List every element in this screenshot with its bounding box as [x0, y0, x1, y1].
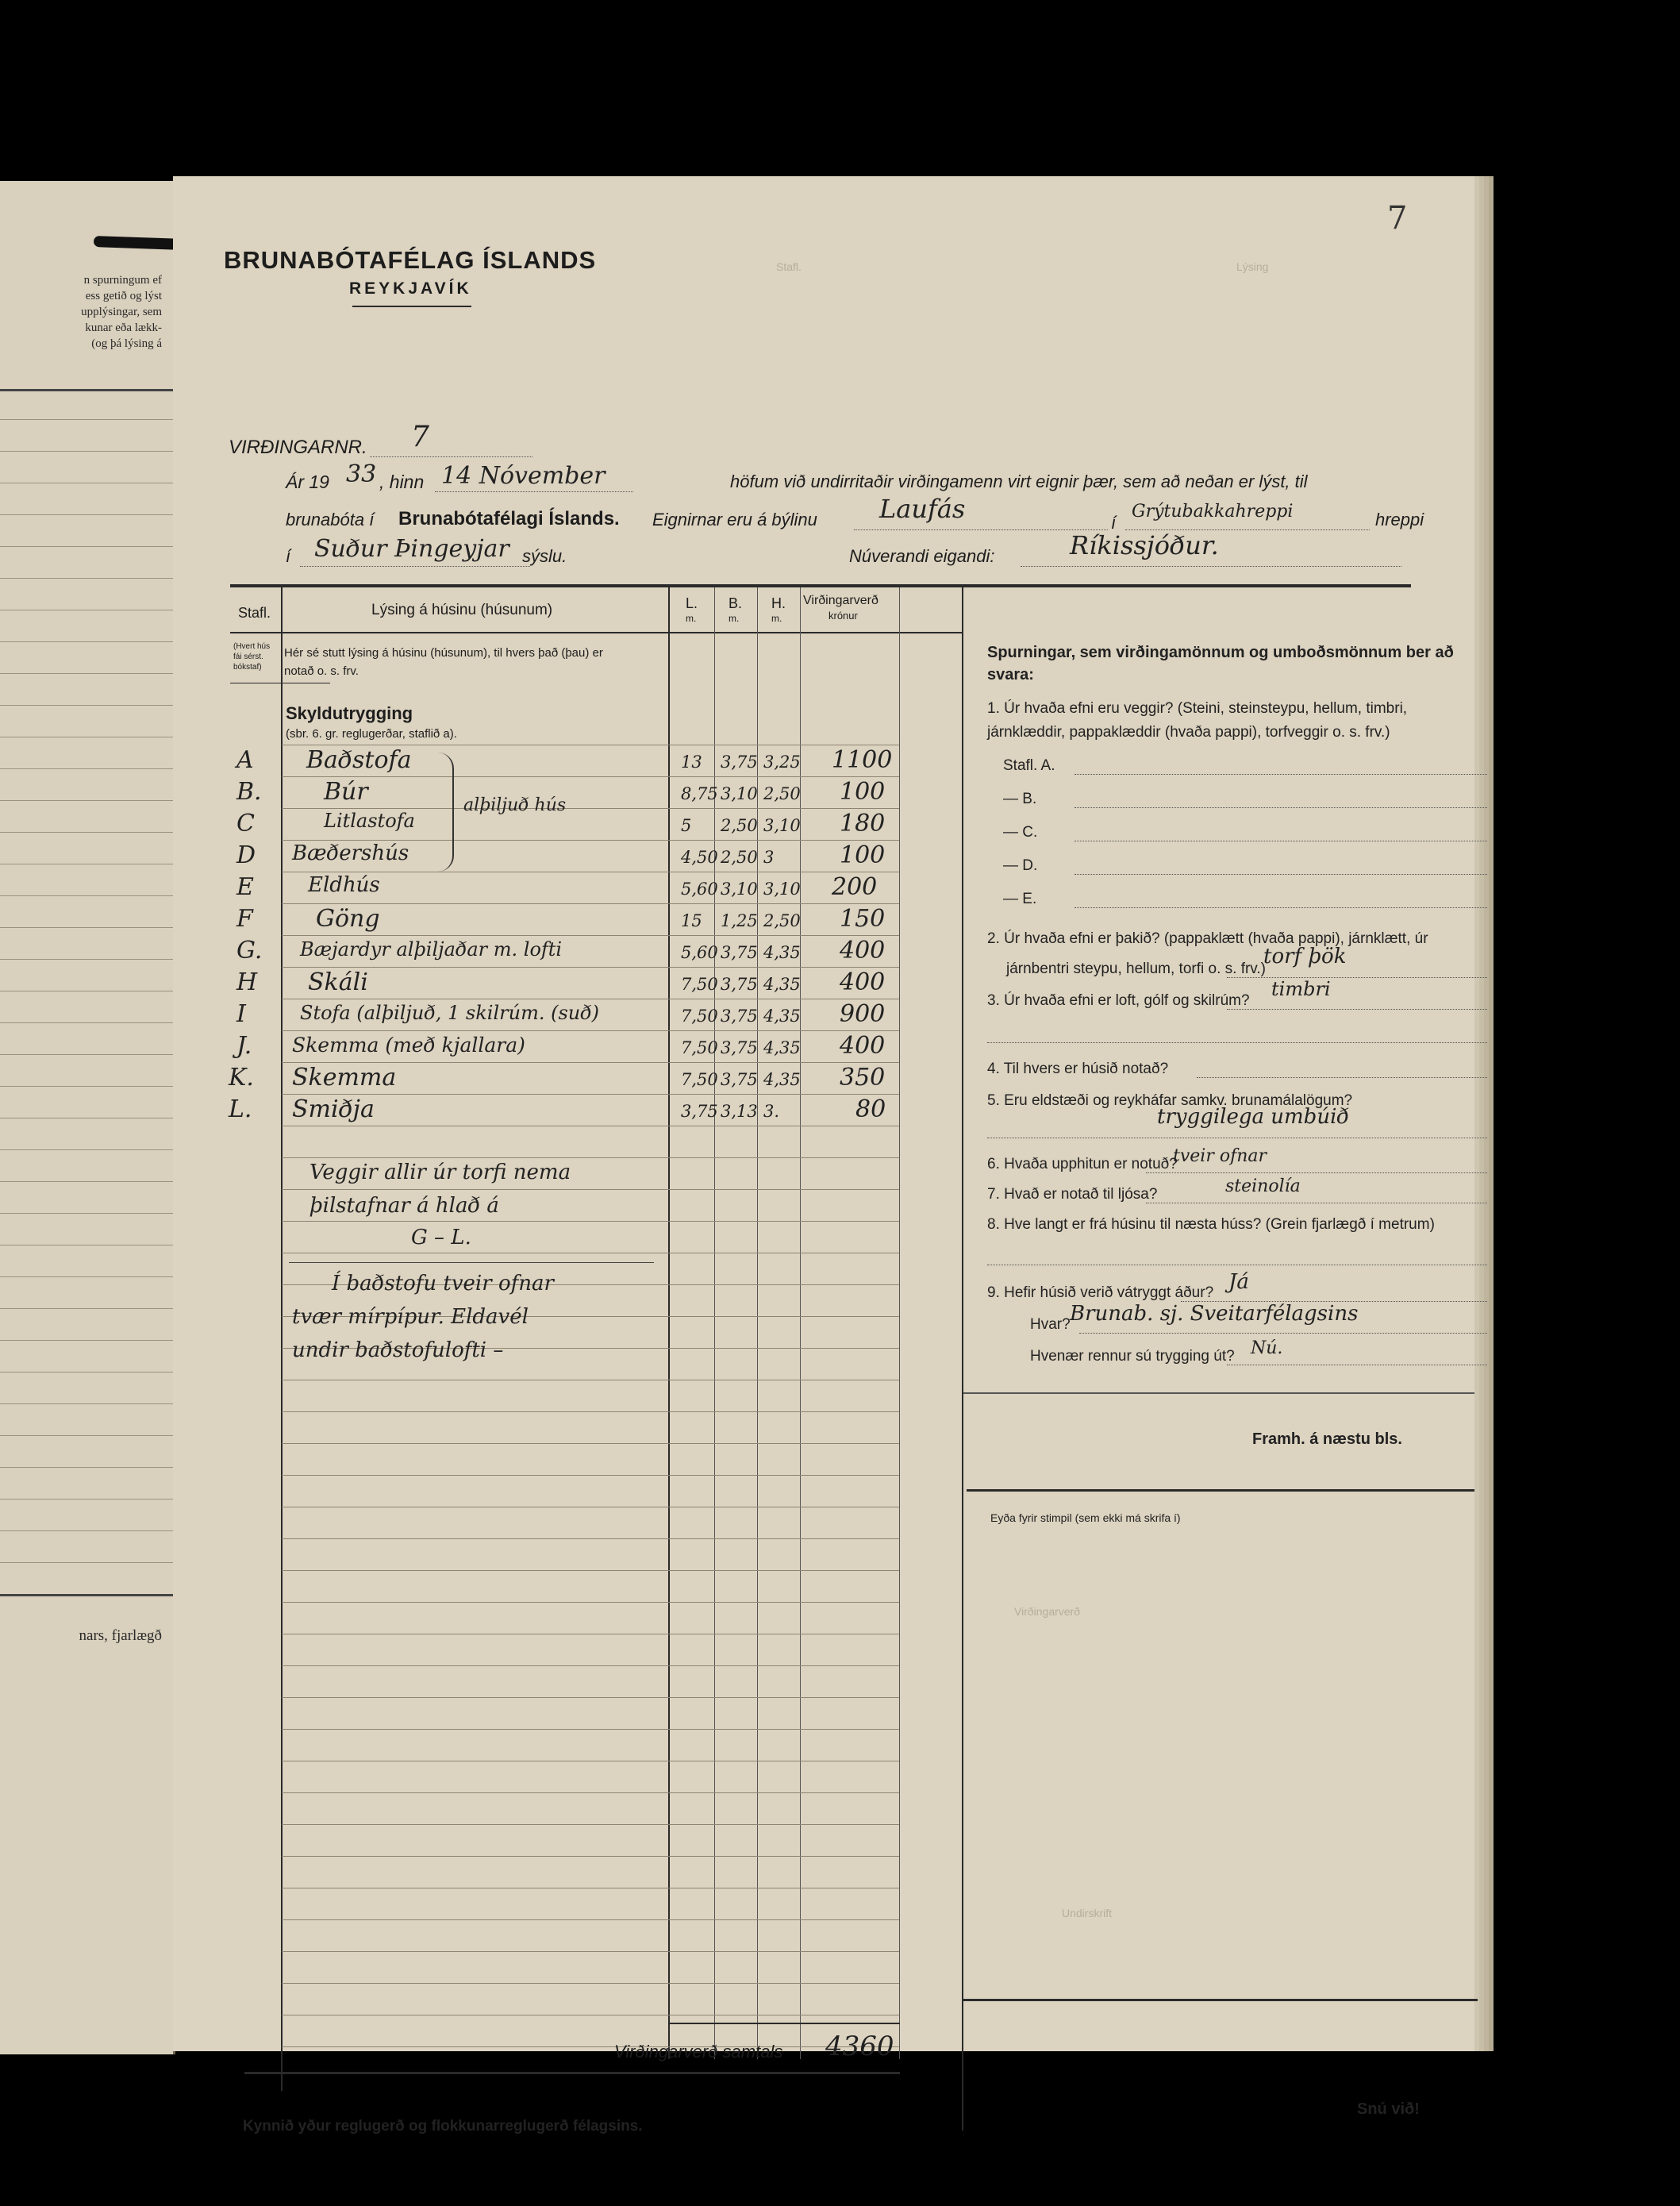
left-rule: [0, 1403, 173, 1404]
row-height[interactable]: 3: [763, 848, 775, 867]
row-value[interactable]: 400: [840, 937, 886, 964]
bleed-through-text: Virðingarverð: [1014, 1605, 1081, 1618]
eigandi-line: [1021, 565, 1401, 567]
left-fragment: (og þá lýsing á: [91, 337, 162, 350]
org-title: BRUNABÓTAFÉLAG ÍSLANDS: [224, 246, 597, 274]
questions-end-rule: [963, 1392, 1474, 1394]
row-length[interactable]: 3,75: [681, 1102, 718, 1121]
row-width[interactable]: 1,25: [721, 911, 758, 930]
section-title: Skyldutrygging: [286, 703, 413, 723]
row-height[interactable]: 3.: [763, 1102, 780, 1121]
hvar-answer[interactable]: Brunab. sj. Sveitarfélagsins: [1070, 1302, 1359, 1326]
virdingarnr-label: VIRÐINGARNR.: [229, 437, 367, 458]
question-2-cont: járnbentri steypu, hellum, torfi o. s. frv.): [1006, 961, 1266, 977]
row-stafl[interactable]: B.: [236, 778, 262, 806]
sysla-value[interactable]: Suður Þingeyjar: [314, 535, 509, 563]
row-rule: [282, 1951, 899, 1952]
header-virding: Virðingarverð: [803, 594, 878, 607]
row-description[interactable]: Skemma (með kjallara): [292, 1034, 525, 1057]
stafl-note: (Hvert hús fái sérst. bókstaf): [233, 642, 271, 672]
hvenaer-label: Hvenær rennur sú trygging út?: [1030, 1348, 1235, 1365]
row-rule: [282, 1856, 899, 1857]
left-rule: [0, 1086, 173, 1087]
row-rule: [282, 1792, 899, 1793]
org-city: REYKJAVÍK: [349, 279, 472, 298]
note-line: undir baðstofulofti –: [292, 1338, 504, 1362]
row-rule: [282, 1411, 899, 1412]
row-value[interactable]: 1100: [832, 746, 893, 774]
q1-answer-line[interactable]: [1075, 807, 1487, 808]
question-4: 4. Til hvers er húsið notað?: [987, 1061, 1169, 1077]
row-length[interactable]: 15: [681, 911, 702, 930]
framh-text: Framh. á næstu bls.: [1252, 1430, 1402, 1448]
header-kronur: krónur: [828, 610, 858, 622]
ar-label: Ár 19: [286, 472, 329, 492]
date-value[interactable]: 14 Nóvember: [441, 462, 605, 490]
left-rule: [0, 546, 173, 547]
q3-answer[interactable]: timbri: [1271, 978, 1331, 1000]
row-rule: [282, 2046, 899, 2047]
question-5: 5. Eru eldstæði og reykháfar samkv. brunamálalögum?: [987, 1092, 1353, 1109]
row-width[interactable]: 3,75: [721, 753, 758, 772]
q1-label: — B.: [1003, 791, 1037, 807]
section-subtitle: (sbr. 6. gr. reglugerðar, staflið a).: [286, 727, 457, 741]
total-top-rule: [668, 2023, 900, 2024]
eignirnar-text: Eignirnar eru á býlinu: [652, 510, 817, 529]
left-rule: [0, 832, 173, 833]
question-8: 8. Hve langt er frá húsinu til næsta húss? (Grein fjarlægð í metrum): [987, 1216, 1435, 1233]
left-rule: [0, 641, 173, 642]
q1-label: — E.: [1003, 891, 1037, 907]
stamp-note: Eyða fyrir stimpil (sem ekki má skrifa í): [990, 1511, 1181, 1524]
q8-answer-line[interactable]: [987, 1264, 1487, 1265]
row-width[interactable]: 3,75: [721, 943, 758, 962]
table-header-rule: [230, 632, 962, 633]
total-label: Virðingarverð samtals: [614, 2042, 783, 2062]
question-9: 9. Hefir húsið verið vátryggt áður?: [987, 1284, 1214, 1301]
row-stafl[interactable]: I: [236, 1000, 246, 1028]
sysla-line: [300, 565, 530, 567]
row-rule: [282, 1983, 899, 1984]
left-rule: [0, 1340, 173, 1341]
row-width[interactable]: 3,75: [721, 1070, 758, 1089]
bleed-through-text: Lýsing: [1236, 260, 1269, 273]
row-height[interactable]: 3,10: [763, 816, 801, 835]
row-length[interactable]: 5,60: [681, 943, 718, 962]
row-rule: [282, 935, 899, 936]
header-lysing: Lýsing á húsinu (húsunum): [371, 602, 553, 618]
row-height[interactable]: 3,10: [763, 880, 801, 899]
sysla-prefix: í: [286, 546, 291, 566]
left-rule: [0, 1435, 173, 1436]
question-6: 6. Hvaða upphitun er notuð?: [987, 1156, 1178, 1172]
footer-note: Kynnið yður reglugerð og flokkunarreglugerð félagsins.: [243, 2118, 643, 2135]
q1-label: — C.: [1003, 824, 1038, 841]
row-stafl[interactable]: C: [236, 810, 255, 837]
eigandi-value[interactable]: Ríkissjóður.: [1070, 530, 1219, 560]
left-rule: [0, 1530, 173, 1531]
questions-heading: Spurningar, sem virðingamönnum og umboðsmönnum ber að svara:: [987, 644, 1454, 683]
q3-extra-line[interactable]: [987, 1041, 1487, 1043]
q1-answer-line[interactable]: [1075, 840, 1487, 841]
row-value[interactable]: 100: [840, 841, 886, 869]
q6-answer-line[interactable]: [1146, 1172, 1487, 1173]
question-1: 1. Úr hvaða efni eru veggir? (Steini, steinsteypu, hellum, timbri, járnklæddir, pappaklæddir (hvaða pappi), torfveggir o. s. frv.): [987, 700, 1408, 741]
row-description[interactable]: Smiðja: [292, 1095, 375, 1123]
row-rule: [282, 967, 899, 968]
row-height[interactable]: 4,35: [763, 943, 801, 962]
left-rule: [0, 927, 173, 928]
row-width[interactable]: 3,13: [721, 1102, 758, 1121]
eigandi-label: Núverandi eigandi:: [849, 546, 995, 566]
table-top-rule: [230, 584, 1411, 587]
hreppi-label: hreppi: [1375, 510, 1424, 529]
row-width[interactable]: 3,10: [721, 784, 758, 803]
i-label: í: [1111, 513, 1117, 533]
q5-answer-line[interactable]: [987, 1137, 1487, 1138]
brunabota-text: brunabóta í: [286, 510, 375, 529]
q3-answer-line[interactable]: [1227, 1008, 1487, 1010]
row-stafl[interactable]: E: [236, 873, 254, 901]
row-value[interactable]: 180: [840, 810, 886, 837]
note-line: Veggir allir úr torfi nema: [309, 1161, 571, 1184]
q1-answer-line[interactable]: [1075, 773, 1487, 775]
q2-answer-line[interactable]: [1227, 976, 1487, 978]
question-3: 3. Úr hvaða efni er loft, gólf og skilrúm?: [987, 992, 1250, 1009]
row-description[interactable]: Skáli: [308, 968, 368, 996]
row-rule: [282, 1094, 899, 1095]
left-rule: [0, 705, 173, 706]
row-length[interactable]: 7,50: [681, 975, 718, 994]
header-h-unit: m.: [771, 613, 782, 624]
q1-label: Stafl. A.: [1003, 757, 1055, 774]
left-fragment: upplýsingar, sem: [81, 306, 162, 318]
row-value[interactable]: 150: [840, 905, 886, 933]
row-length[interactable]: 7,50: [681, 1038, 718, 1057]
left-rule: [0, 1181, 173, 1182]
left-rule: [0, 514, 173, 515]
row-description[interactable]: Bæðershús: [292, 841, 409, 865]
row-rule: [282, 1824, 899, 1825]
left-divider: [0, 389, 173, 391]
bleed-through-text: Undirskrift: [1062, 1907, 1113, 1919]
left-divider: [0, 1594, 173, 1596]
left-rule: [0, 1308, 173, 1309]
stamp-top-rule: [967, 1489, 1474, 1492]
header-stafl: Stafl.: [238, 605, 271, 621]
row-rule: [282, 1919, 899, 1920]
row-rule: [282, 1062, 899, 1063]
stafl-col-line: [281, 587, 283, 2091]
left-fragment: nars, fjarlægð: [79, 1627, 162, 1644]
hofum-text: höfum við undirritaðir virðingamenn virt eignir þær, sem að neðan er lýst, til: [730, 472, 1308, 491]
row-description[interactable]: Stofa (alþiljuð, 1 skilrúm. (suð): [300, 1002, 600, 1024]
bylid-value[interactable]: Laufás: [879, 494, 966, 524]
row-description[interactable]: Eldhús: [308, 873, 380, 897]
row-length[interactable]: 4,50: [681, 848, 718, 867]
row-description[interactable]: Bæjardyr alþiljaðar m. lofti: [300, 938, 563, 961]
row-rule: [282, 1602, 899, 1603]
row-length[interactable]: 7,50: [681, 1007, 718, 1026]
hvenaer-answer[interactable]: Nú.: [1251, 1338, 1283, 1358]
q1-answer-line[interactable]: [1075, 873, 1487, 875]
row-length[interactable]: 5,60: [681, 880, 718, 899]
row-description[interactable]: Göng: [316, 905, 380, 933]
left-rule: [0, 1213, 173, 1214]
left-page: [0, 181, 175, 2054]
row-height[interactable]: 4,35: [763, 975, 801, 994]
left-rule: [0, 1276, 173, 1277]
bracket-mark: [435, 753, 454, 872]
row-rule: [282, 1697, 899, 1698]
row-height[interactable]: 3,25: [763, 753, 801, 772]
row-stafl[interactable]: G.: [236, 937, 263, 964]
row-value[interactable]: 100: [840, 778, 886, 806]
left-rule: [0, 768, 173, 769]
left-fragment: kunar eða lækk-: [85, 321, 162, 334]
brunabota-bold: Brunabótafélagi Íslands.: [398, 508, 620, 529]
row-width[interactable]: 3,10: [721, 880, 758, 899]
lysing-note: Hér sé stutt lýsing á húsinu (húsunum), til hvers það (þau) er notað o. s. frv.: [284, 646, 603, 678]
row-description[interactable]: Baðstofa: [306, 746, 412, 774]
hvar-label: Hvar?: [1030, 1316, 1071, 1333]
left-rule: [0, 959, 173, 960]
form-page: [173, 176, 1474, 2135]
left-rule: [0, 1467, 173, 1468]
left-rule: [0, 578, 173, 579]
q4-answer-line[interactable]: [1197, 1076, 1487, 1078]
row-description[interactable]: Búr: [324, 778, 368, 806]
left-rule: [0, 1022, 173, 1023]
left-fragment: n spurningum ef: [83, 274, 162, 287]
row-value[interactable]: 400: [840, 968, 886, 996]
q9-answer[interactable]: Já: [1228, 1270, 1249, 1294]
question-7: 7. Hvað er notað til ljósa?: [987, 1186, 1158, 1203]
ar-value[interactable]: 33: [346, 460, 377, 488]
left-rule: [0, 800, 173, 801]
left-rule: [0, 1562, 173, 1563]
left-rule: [0, 419, 173, 420]
row-rule: [282, 1443, 899, 1444]
questions-divider: [962, 587, 963, 2131]
left-rule: [0, 895, 173, 896]
row-height[interactable]: 4,35: [763, 1070, 801, 1089]
header-l: L.: [686, 595, 698, 611]
row-rule: [282, 1729, 899, 1730]
footer-turn-over: Snú við!: [1357, 2100, 1420, 2118]
row-rule: [282, 1221, 899, 1222]
q2-answer[interactable]: torf þök: [1263, 945, 1347, 968]
row-stafl[interactable]: J.: [236, 1032, 252, 1060]
hvenaer-answer-line[interactable]: [1227, 1364, 1487, 1365]
syslu-label: sýslu.: [522, 546, 567, 566]
row-width[interactable]: 3,75: [721, 975, 758, 994]
left-rule: [0, 1054, 173, 1055]
row-height[interactable]: 4,35: [763, 1038, 801, 1057]
header-l-unit: m.: [686, 613, 697, 624]
row-stafl[interactable]: F: [236, 905, 253, 933]
row-stafl[interactable]: K.: [229, 1064, 254, 1091]
left-rule: [0, 1149, 173, 1150]
note-line: þilstafnar á hlað á: [309, 1194, 499, 1218]
virdingarnr-value[interactable]: 7: [411, 421, 429, 453]
hinn-label: , hinn: [379, 472, 425, 492]
row-stafl[interactable]: L.: [229, 1095, 252, 1123]
row-rule: [282, 903, 899, 904]
hreppur-value[interactable]: Grýtubakkahreppi: [1132, 502, 1294, 522]
hvar-answer-line[interactable]: [1079, 1332, 1487, 1334]
note-line: G – L.: [411, 1226, 471, 1249]
note-line: tvær mírpípur. Eldavél: [292, 1305, 529, 1329]
q1-label: — D.: [1003, 857, 1038, 874]
row-height[interactable]: 2,50: [763, 911, 801, 930]
row-rule: [282, 1538, 899, 1539]
note-separator: [289, 1262, 654, 1263]
left-rule: [0, 451, 173, 452]
row-width[interactable]: 3,75: [721, 1038, 758, 1057]
row-value[interactable]: 200: [832, 873, 878, 901]
row-rule: [282, 840, 899, 841]
row-rule: [282, 1030, 899, 1031]
row-length[interactable]: 8,75: [681, 784, 718, 803]
q7-answer[interactable]: steinolía: [1225, 1176, 1301, 1196]
virdingarnr-line: [370, 456, 532, 457]
stamp-bottom-rule: [963, 1999, 1478, 2001]
row-stafl[interactable]: A: [236, 746, 254, 774]
row-value[interactable]: 350: [840, 1064, 886, 1091]
row-stafl[interactable]: D: [236, 841, 256, 869]
bracket-note: alþiljuð hús: [463, 795, 567, 815]
q6-answer[interactable]: tveir ofnar: [1173, 1146, 1267, 1166]
header-b: B.: [729, 595, 743, 611]
row-length[interactable]: 7,50: [681, 1070, 718, 1089]
page-number: 7: [1387, 200, 1408, 237]
row-value[interactable]: 80: [855, 1095, 886, 1123]
q5-answer[interactable]: tryggilega umbúið: [1157, 1105, 1350, 1129]
row-rule: [282, 1570, 899, 1571]
q7-answer-line[interactable]: [1146, 1202, 1487, 1203]
date-line: [435, 491, 633, 492]
row-rule: [282, 1157, 899, 1158]
q1-answer-line[interactable]: [1075, 907, 1487, 908]
table-bottom-rule: [244, 2072, 900, 2074]
row-rule: [282, 1475, 899, 1476]
bleed-through-text: Stafl.: [776, 260, 802, 273]
header-underline: [352, 306, 471, 307]
row-width[interactable]: 3,75: [721, 1007, 758, 1026]
row-length[interactable]: 5: [681, 816, 692, 835]
left-rule: [0, 673, 173, 674]
virding-col-line: [899, 587, 900, 2059]
row-description[interactable]: Litlastofa: [324, 810, 415, 832]
row-stafl[interactable]: H: [236, 968, 258, 996]
row-width[interactable]: 2,50: [721, 816, 758, 835]
row-value[interactable]: 400: [840, 1032, 886, 1060]
row-description[interactable]: Skemma: [292, 1064, 397, 1091]
question-2: 2. Úr hvaða efni er þakið? (pappaklætt (hvaða pappi), járnklætt, úr: [987, 930, 1428, 947]
row-value[interactable]: 900: [840, 1000, 886, 1028]
header-h: H.: [771, 595, 786, 611]
row-rule: [282, 1665, 899, 1666]
note-line: Í baðstofu tveir ofnar: [332, 1272, 554, 1295]
header-b-unit: m.: [729, 613, 740, 624]
row-height[interactable]: 2,50: [763, 784, 801, 803]
left-fragment: ess getið og lýst: [85, 290, 162, 302]
row-rule: [282, 776, 899, 777]
total-value[interactable]: 4360: [825, 2031, 894, 2062]
row-length[interactable]: 13: [681, 753, 702, 772]
row-width[interactable]: 2,50: [721, 848, 758, 867]
row-height[interactable]: 4,35: [763, 1007, 801, 1026]
row-rule: [282, 1189, 899, 1190]
left-rule: [0, 1499, 173, 1500]
row-rule: [282, 808, 899, 809]
